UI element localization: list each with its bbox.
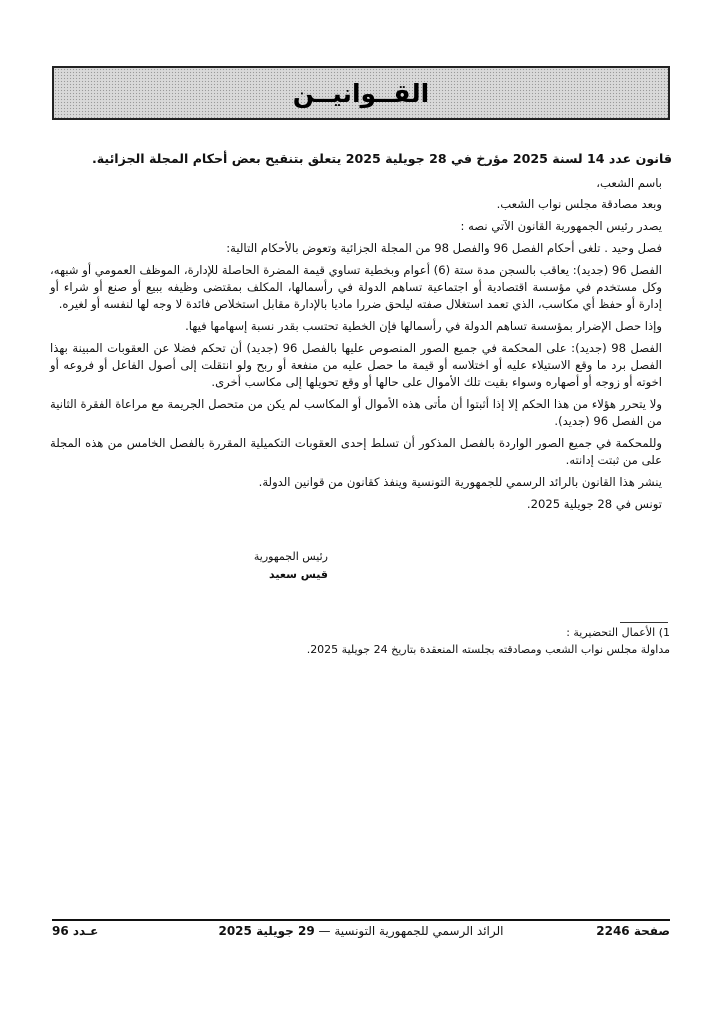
footnote [260,624,670,658]
law-paragraph: وللمحكمة في جميع الصور الواردة بالفصل المذكور أن تسلط إحدى العقوبات التكميلية المقررة بالفصل الخامس من هذه المجلة على من ثبتت إدانته. [50,436,662,467]
law-paragraph: الفصل 98 (جديد): على المحكمة في جميع الصور المنصوص عليها بالفصل 96 (جديد) أن تحكم فضلا عن العقوبات المبينة بهذا الفصل برد ما وقع الاستيلاء عليه أو اختلاسه أو قيمة ما حصل عليه من منفعة أو ربح ولو انتقلت إلى أصول الفاعل أو فروعه أو اخوته أو زوجه أو أصهاره وسواء بقيت تلك الأموال على حالها أو وقع تحويلها إلى مكاسب أخرى. [50,341,663,389]
journal-date: 29 جويلية 2025 [218,924,315,938]
footnote-text: مداولة مجلس نواب الشعب ومصادقته بجلسته المنعقدة بتاريخ 24 جويلية 2025. [306,643,670,656]
law-paragraph: ولا يتحرر هؤلاء من هذا الحكم إلا إذا أثبتوا أن مأتى هذه الأموال أو المكاسب لم يكن من متحصل الجريمة مع مراعاة الفقرة الثانية من الفصل 96 (جديد). [50,397,662,428]
law-paragraph: ينشر هذا القانون بالرائد الرسمي للجمهورية التونسية وينفذ كقانون من قوانين الدولة. [258,475,662,489]
law-paragraph: وإذا حصل الإضرار بمؤسسة تساهم الدولة في رأسمالها فإن الخطية تحتسب بقدر نسبة إسهامها فيها. [185,319,662,333]
law-paragraph: وبعد مصادقة مجلس نواب الشعب. [496,197,662,211]
law-paragraph: يصدر رئيس الجمهورية القانون الآتي نصه : [460,219,662,233]
law-paragraph: تونس في 28 جويلية 2025. [526,497,662,511]
law-paragraph: باسم الشعب، [596,176,662,190]
section-title: القــوانيــن [292,78,430,108]
page-number: صفحة 2246 [596,924,670,938]
footnote-title: 1) الأعمال التحضيرية : [566,626,670,639]
footnote-divider [620,622,668,623]
law-body [50,150,672,518]
journal-prefix: الرائد الرسمي للجمهورية التونسية — [314,924,504,938]
signature-name: قيس سعيد [269,568,328,581]
law-paragraph: الفصل 96 (جديد): يعاقب بالسجن مدة ستة (6) أعوام وبخطية تساوي قيمة المضرة الحاصلة للإدارة، الموظف العمومي أو شبهه، وكل مستخدم في مؤسسة اقتصادية أو اجتماعية تساهم الدولة في رأسمالها، المكلف بمقتضى وظيفه ببيع أو صنع أو شراء أو إدارة أو حفظ أي مكاسب، الذي تعمد استغلال صفته ليلحق ضررا ماديا بالإدارة مقابل استخلاص فائدة لا وجه لها لنفسه أو لغيره. [50,263,662,311]
section-header-box [52,66,670,120]
law-title: قانون عدد 14 لسنة 2025 مؤرخ في 28 جويلية 2025 يتعلق بتنقيح بعض أحكام المجلة الجزائية. [92,151,672,166]
signature-role: رئيس الجمهورية [253,550,328,563]
issue-number: عـدد 96 [52,924,99,938]
journal-name [52,924,670,938]
law-paragraph: فصل وحيد . تلغى أحكام الفصل 96 والفصل 98 من المجلة الجزائية وتعوض بالأحكام التالية: [226,241,662,255]
footer-divider [52,919,670,921]
page-footer [52,924,670,944]
signature-block [248,548,328,584]
